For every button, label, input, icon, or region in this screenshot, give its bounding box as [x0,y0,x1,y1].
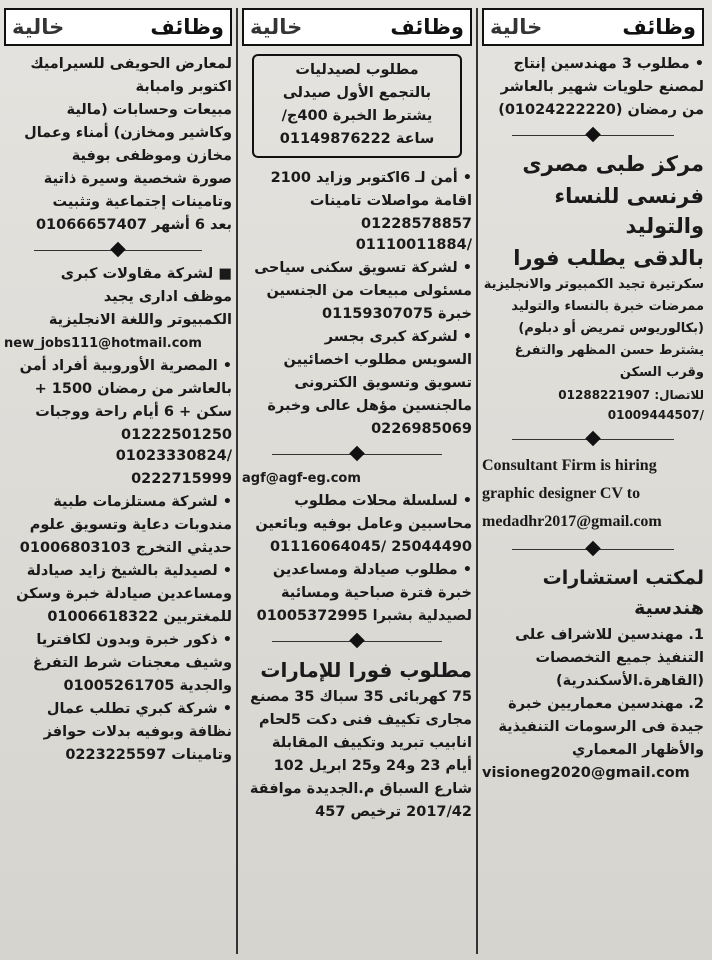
ad-security-european [4,356,232,490]
ad-title: فرنسى للنساء والتوليد [554,184,704,238]
ad-title: مركز طبى مصرى [522,152,704,176]
ad-line: 0222715999 [131,471,232,487]
ad-line: سكن + 6 أيام راحة ووجبات [35,404,232,420]
column-divider [476,8,478,954]
separator [482,541,704,557]
column-header [4,8,232,46]
ad-line: مندوبات دعاية وتسويق علوم [29,517,232,533]
ad-line: يشترط الخبرة 400ج/ [281,108,433,124]
ad-line: ممرضات خبرة بالنساء والتوليد [511,299,704,314]
ad-line: • مطلوب 3 مهندسين إنتاج [482,54,704,75]
ad-line: من رمضان (01024222220) [498,102,704,118]
ad-line: اكتوبر وامبابة [135,79,232,95]
ad-line: 01222501250 /01023330824 [115,427,232,464]
ad-line: لمصنع حلويات شهير بالعاشر [500,79,704,95]
ad-line: مخازن وموظفى بوفية [71,148,232,164]
column-header [242,8,472,46]
ad-line: وشيف معجنات شرط التفرغ [32,655,232,671]
header-vacant: خالية [250,14,303,39]
ad-contracting [4,264,232,354]
ad-line: موظف ادارى يجيد [103,289,232,305]
ad-line: ■ لشركة مقاولات كبرى [4,264,232,285]
ad-line: للمغتربين 01006618322 [47,609,232,625]
ad-pharmacy-box [252,54,462,158]
ad-contact: للاتصال: 01288221907 /01009444507 [558,388,704,422]
ad-line: • لشركة تسويق سكنى سياحى [242,258,472,279]
ad-email[interactable]: visioneg2020@gmail.com [482,765,690,781]
ad-marketing-specialists [242,327,472,440]
header-vacant: خالية [12,14,65,39]
ad-line: graphic designer CV to [482,485,641,502]
ad-line: خبرة 01159307075 [322,306,472,322]
ad-tourism-marketing [242,258,472,325]
ad-line: السويس مطلوب اخصائيين [283,352,472,368]
ad-line: خبرة فترة صباحية ومسائية [281,585,472,601]
separator [242,633,472,649]
ad-line: سكرتيرة تجيد الكمبيوتر والانجليزية [483,277,704,292]
ad-line: مطلوب لصيدليات [295,62,419,78]
ad-line: بالتجمع الأول صيدلى [282,85,432,101]
ad-title: مطلوب فورا للإمارات [260,658,472,682]
ad-line: وتامينات إجتماعية وتثبيت [52,194,232,210]
ad-title: بالدقى يطلب فورا [513,246,704,270]
ad-line: • لشركة كبرى بجسر [242,327,472,348]
ad-line: مسئولى مبيعات من الجنسين [266,283,472,299]
ad-line: (القاهرة.الأسكندرية) [555,673,704,689]
ad-line: تسويق وتسويق الكترونى [294,375,472,391]
ad-line: ومساعدين صيادلة خبرة وسكن [16,586,232,602]
ad-medical-center [482,149,704,425]
ad-cafeteria [4,630,232,697]
ad-line: • لشركة مستلزمات طبية [4,492,232,513]
column-middle [242,8,472,952]
ad-line: • أمن لـ 6اكتوبر وزايد 2100 [242,168,472,189]
ad-line: حديثي التخرج 01006803103 [19,540,232,556]
ad-line: 1. مهندسين للاشراف على [515,627,704,643]
column-header [482,8,704,46]
ad-line: يشترط حسن المظهر والتفرغ [514,343,704,358]
ad-line: 0226985069 [371,421,472,437]
ad-line: محاسبين وعامل بوفيه وبائعين [255,516,472,532]
ad-line: • مطلوب صيادلة ومساعدين [242,560,472,581]
ad-line: • ذكور خبرة وبدون لكافتريا [4,630,232,651]
ad-line: مالجنسين مؤهل عالى وخبرة [267,398,472,414]
ad-line: Consultant Firm is hiring [482,457,657,474]
header-jobs: وظائف [390,14,464,39]
ad-ceramics [4,54,232,236]
column-divider [236,8,238,954]
ad-uae [242,655,472,823]
ad-security [242,168,472,256]
ad-line: شارع السباق م.الجديدة موافقة [249,781,472,797]
ad-engineers-production [482,54,704,121]
ad-line: وكاشير ومخازن) أمناء وعمال [24,125,232,141]
ad-line: 2. مهندسين معماريين خبرة [508,696,704,712]
header-jobs: وظائف [622,14,696,39]
ad-line: وقرب السكن [619,365,704,380]
ad-line: 25044490 /01116064045 [269,539,472,555]
column-right [482,8,704,952]
ad-line: مجارى تكييف فنى دكت 5لحام [258,712,472,728]
ad-line: صورة شخصية وسيرة ذاتية [43,171,232,187]
ad-line: مبيعات وحسابات (مالية [66,102,232,118]
ad-line: اقامة مواصلات تامينات [309,193,472,209]
ad-line: والجدية 01005261705 [63,678,232,694]
ad-line: بالعاشر من رمضان 1500 + [34,381,232,397]
separator [482,127,704,143]
ad-line: وتامينات 0223225597 [65,747,232,763]
ad-line: التنفيذ جميع التخصصات [535,650,704,666]
ad-email[interactable]: agf@agf-eg.com [242,471,361,486]
ad-engineering-consultancy [482,563,704,784]
ad-line: • المصرية الأوروبية أفراد أمن [4,356,232,377]
ad-pharmacists [242,560,472,627]
ad-title: لمكتب استشارات هندسية [542,567,704,619]
header-vacant: خالية [490,14,543,39]
ad-line: نظافة وبوفيه بدلات حوافز [43,724,232,740]
ad-line: • لسلسلة محلات مطلوب [242,491,472,512]
ad-store-chain [242,491,472,558]
ad-email[interactable]: new_jobs111@hotmail.com [4,336,202,351]
header-jobs: وظائف [150,14,224,39]
ad-line: جيدة فى الرسومات التنفيذية [498,719,704,735]
ad-line: انابيب تبريد وتكييف المقابلة [271,735,472,751]
separator [242,446,472,462]
ad-line: (بكالوريوس تمريض أو دبلوم) [518,321,704,336]
ad-line: • لصيدلية بالشيخ زايد صيادلة [4,561,232,582]
ad-line: بعد 6 أشهر 01066657407 [35,217,232,233]
ad-cleaning-workers [4,699,232,766]
ad-line: لمعارض الحويفى للسيراميك [30,56,232,72]
ad-line: 2017/42 ترخيص 457 [315,804,472,820]
ad-email[interactable]: medadhr2017@gmail.com [482,513,662,530]
ad-line: أيام 23 و24 و25 ابريل 102 [273,758,472,774]
ad-consultant-firm [482,453,704,535]
ad-line: 75 كهربائى 35 سباك 35 مصنع [250,689,472,705]
ad-line: 01228578857 /01110011884 [355,216,472,253]
ad-line: والأظهار المعماري [572,742,704,758]
ad-pharmacy-zayed [4,561,232,628]
ad-line: • شركة كبري تطلب عمال [4,699,232,720]
ad-line: ساعة 01149876222 [279,131,435,147]
ad-medical-supplies [4,492,232,559]
separator [4,242,232,258]
separator [482,431,704,447]
ad-line: لصيدلية بشبرا 01005372995 [256,608,472,624]
column-left [4,8,232,952]
ad-line: الكمبيوتر واللغة الانجليزية [48,312,232,328]
